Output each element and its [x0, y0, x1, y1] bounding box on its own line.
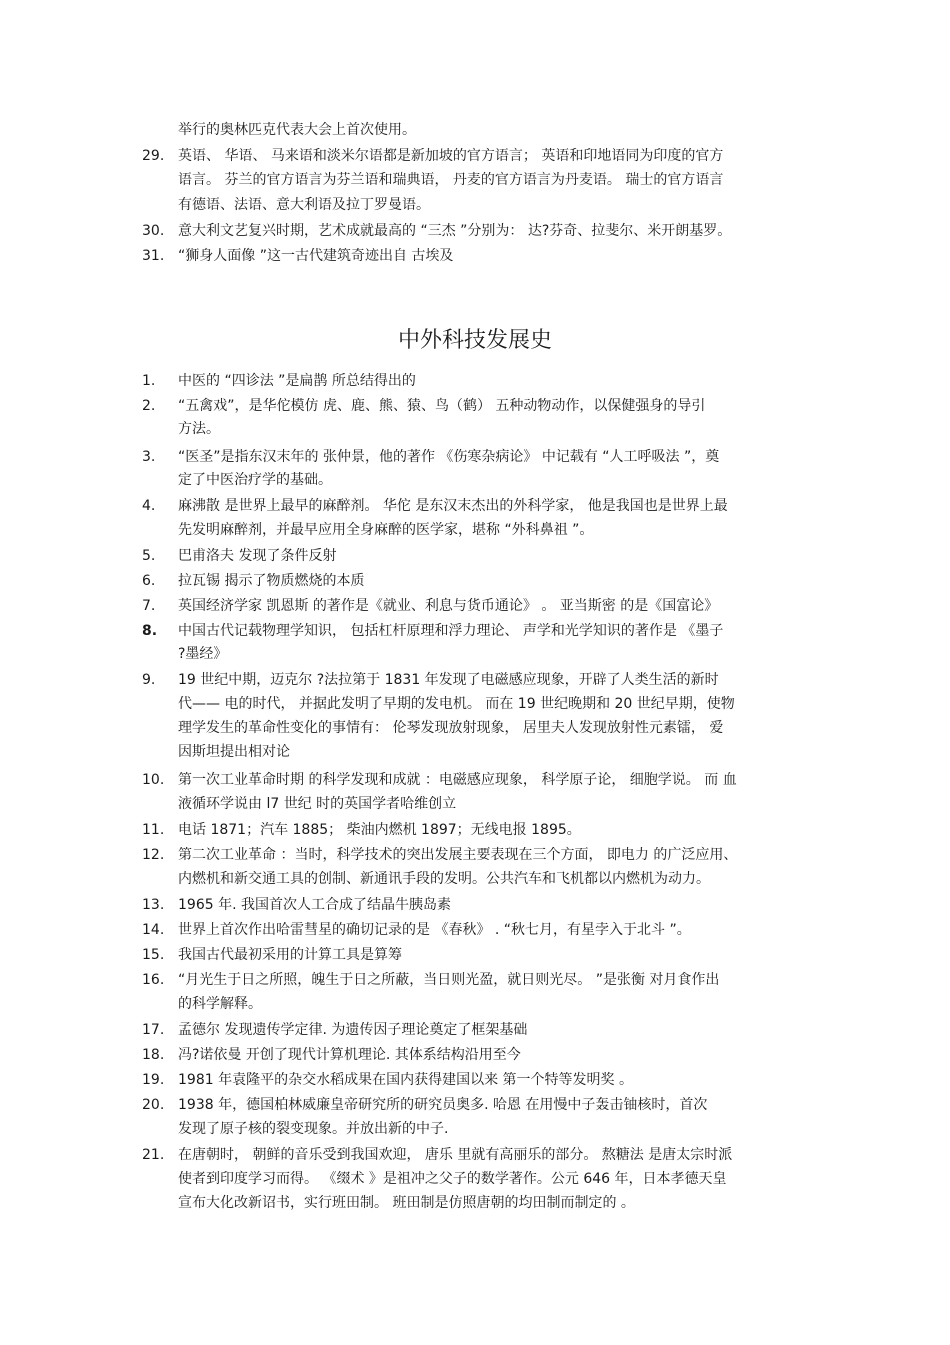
- item-text: 理学发生的革命性变化的事情有： 伦琴发现放射现象， 居里夫人发现放射性元素镭， 爱: [178, 720, 724, 736]
- item-text: 英语、 华语、 马来语和淡米尔语都是新加坡的官方语言； 英语和印地语同为印度的官方: [178, 148, 724, 164]
- item-text: “医圣”是指东汉末年的 张仲景，他的著作 《伤寒杂病论》 中记载有 “人工呼吸法 ”，奠: [178, 449, 720, 465]
- item-number: 30.: [142, 223, 165, 239]
- item-number: 21.: [142, 1147, 165, 1163]
- item-text: 我国古代最初采用的计算工具是算筹: [178, 947, 402, 963]
- item-text: 冯?诺依曼 开创了现代计算机理论. 其体系结构沿用至今: [178, 1047, 521, 1063]
- item-number: 18.: [142, 1047, 165, 1063]
- item-text: 孟德尔 发现遗传学定律. 为遗传因子理论奠定了框架基础: [178, 1022, 528, 1038]
- item-text: 意大利文艺复兴时期，艺术成就最高的 “三杰 ”分别为： 达?芬奇、拉斐尔、米开朗基罗。: [178, 223, 732, 239]
- continuation-text: 举行的奥林匹克代表大会上首次使用。: [178, 122, 416, 138]
- item-text: 的科学解释。: [178, 996, 262, 1012]
- item-text: 拉瓦锡 揭示了物质燃烧的本质: [178, 573, 365, 589]
- item-text: 宣布大化改新诏书，实行班田制。 班田制是仿照唐朝的均田制而制定的 。: [178, 1195, 635, 1211]
- item-number: 9.: [142, 672, 156, 688]
- item-number: 5.: [142, 548, 156, 564]
- item-text: 英国经济学家 凯恩斯 的著作是《就业、利息与货币通论》 。 亚当斯密 的是《国富论》: [178, 598, 719, 614]
- section-title: 中外科技发展史: [397, 328, 552, 353]
- item-number: 20.: [142, 1097, 165, 1113]
- item-number: 16.: [142, 972, 165, 988]
- item-number: 8.: [142, 623, 158, 639]
- item-text: 液循环学说由 l7 世纪 时的英国学者哈维创立: [178, 796, 457, 812]
- item-number: 19.: [142, 1072, 165, 1088]
- item-text: ?墨经》: [178, 646, 228, 662]
- item-number: 12.: [142, 847, 165, 863]
- item-number: 14.: [142, 922, 165, 938]
- item-text: 代—— 电的时代， 并据此发明了早期的发电机。 而在 19 世纪晚期和 20 世纪早期，使物: [178, 696, 735, 712]
- item-text: 定了中医治疗学的基础。: [178, 472, 332, 488]
- item-text: 第二次工业革命 ：当时，科学技术的突出发展主要表现在三个方面， 即电力 的广泛应用、: [178, 847, 738, 863]
- item-text: 有德语、法语、意大利语及拉丁罗曼语。: [178, 197, 430, 213]
- item-text: 第一次工业革命时期 的科学发现和成就 ：电磁感应现象， 科学原子论， 细胞学说。 而 血: [178, 772, 737, 788]
- item-text: 电话 1871；汽车 1885； 柴油内燃机 1897；无线电报 1895。: [178, 822, 581, 838]
- item-text: “五禽戏”，是华佗模仿 虎、鹿、熊、猿、鸟（鹤） 五种动物动作，以保健强身的导引: [178, 398, 706, 414]
- item-text: 使者到印度学习而得。 《缀术 》是祖冲之父子的数学著作。公元 646 年，日本孝德天皇: [178, 1171, 727, 1187]
- item-text: 19 世纪中期，迈克尔 ?法拉第于 1831 年发现了电磁感应现象，开辟了人类生活的新时: [178, 672, 719, 688]
- item-text: 先发明麻醉剂，并最早应用全身麻醉的医学家，堪称 “外科鼻祖 ”。: [178, 522, 594, 538]
- item-text: 方法。: [178, 421, 220, 437]
- item-number: 15.: [142, 947, 165, 963]
- item-text: 发现了原子核的裂变现象。并放出新的中子.: [178, 1121, 449, 1137]
- item-number: 29.: [142, 148, 165, 164]
- item-text: 世界上首次作出哈雷彗星的确切记录的是 《春秋》 . “秋七月，有星孛入于北斗 ”。: [178, 922, 691, 938]
- item-number: 1.: [142, 373, 156, 389]
- item-text: 1981 年袁隆平的杂交水稻成果在国内获得建国以来 第一个特等发明奖 。: [178, 1072, 633, 1088]
- item-text: 1938 年，德国柏林威廉皇帝研究所的研究员奥多. 哈恩 在用慢中子轰击铀核时，首次: [178, 1097, 708, 1113]
- item-text: 巴甫洛夫 发现了条件反射: [178, 548, 337, 564]
- item-number: 31.: [142, 248, 165, 264]
- item-text: 内燃机和新交通工具的创制、新通讯手段的发明。公共汽车和飞机都以内燃机为动力。: [178, 871, 710, 887]
- item-number: 10.: [142, 772, 165, 788]
- item-number: 11.: [142, 822, 165, 838]
- item-number: 6.: [142, 573, 156, 589]
- item-number: 2.: [142, 398, 156, 414]
- item-text: “狮身人面像 ”这一古代建筑奇迹出自 古埃及: [178, 248, 454, 264]
- item-text: 1965 年. 我国首次人工合成了结晶牛胰岛素: [178, 897, 451, 913]
- item-number: 3.: [142, 449, 156, 465]
- item-text: 中医的 “四诊法 ”是扁鹊 所总结得出的: [178, 373, 416, 389]
- item-text: 麻沸散 是世界上最早的麻醉剂。 华佗 是东汉末杰出的外科学家， 他是我国也是世界上最: [178, 498, 728, 514]
- item-number: 13.: [142, 897, 165, 913]
- item-text: “月光生于日之所照，魄生于日之所蔽，当日则光盈，就日则光尽。 ”是张衡 对月食作出: [178, 972, 720, 988]
- item-text: 语言。 芬兰的官方语言为芬兰语和瑞典语， 丹麦的官方语言为丹麦语。 瑞士的官方语言: [178, 172, 724, 188]
- item-text: 因斯坦提出相对论: [178, 744, 290, 760]
- item-number: 7.: [142, 598, 156, 614]
- item-number: 17.: [142, 1022, 165, 1038]
- item-number: 4.: [142, 498, 156, 514]
- item-text: 在唐朝时， 朝鲜的音乐受到我国欢迎， 唐乐 里就有高丽乐的部分。 熬糖法 是唐太宗时派: [178, 1147, 733, 1163]
- item-text: 中国古代记载物理学知识， 包括杠杆原理和浮力理论、 声学和光学知识的著作是 《墨子: [178, 623, 724, 639]
